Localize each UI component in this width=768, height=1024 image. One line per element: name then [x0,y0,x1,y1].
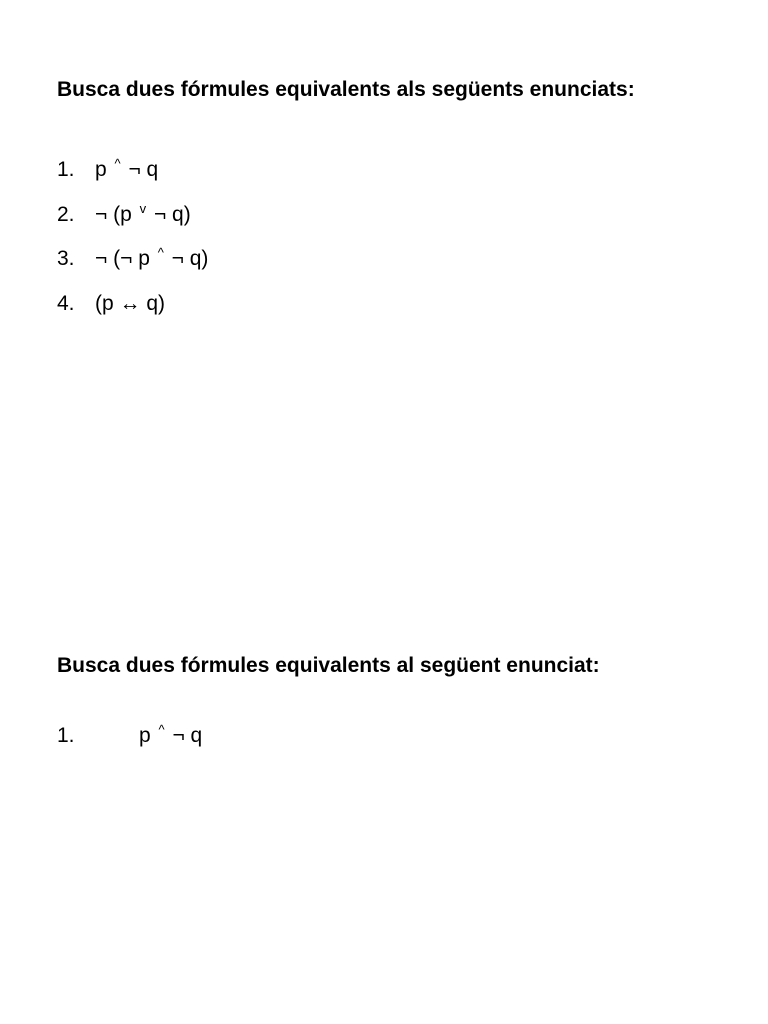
item-number: 3. [57,247,75,270]
and-operator: ^ [157,245,164,260]
formula-list [57,714,737,759]
list-item [57,193,737,238]
list-item [57,282,737,327]
section-equivalents-single [57,652,737,759]
and-operator: ^ [158,722,165,737]
list-item [57,237,737,282]
and-operator: ^ [114,156,121,171]
item-number: 1. [57,158,75,181]
formula [139,714,202,761]
section-equivalents-multiple [57,76,737,326]
item-number: 2. [57,202,75,226]
formula [95,193,191,240]
list-item [57,148,737,193]
section-heading: Busca dues fórmules equivalents als següents enunciats: [57,78,635,101]
formula-part: ¬ (¬ p [95,247,156,270]
formula-part: ¬ q) [148,202,191,226]
formula-part: (p ↔ q) [95,291,166,315]
formula-part: ¬ q) [165,247,209,270]
formula [95,282,165,327]
formula-part: ¬ q [166,724,203,747]
formula-part: ¬ q [122,158,159,181]
item-number: 1. [57,724,75,747]
formula [95,237,208,284]
list-item [57,714,737,759]
item-number: 4. [57,291,75,315]
formula-part: p [95,158,113,181]
formula-part: ¬ (p [95,202,138,226]
or-operator: v [139,200,147,216]
formula-part: p [139,724,157,747]
formula-list [57,148,737,326]
formula [95,148,158,195]
section-heading: Busca dues fórmules equivalents al següent enunciat: [57,654,600,677]
